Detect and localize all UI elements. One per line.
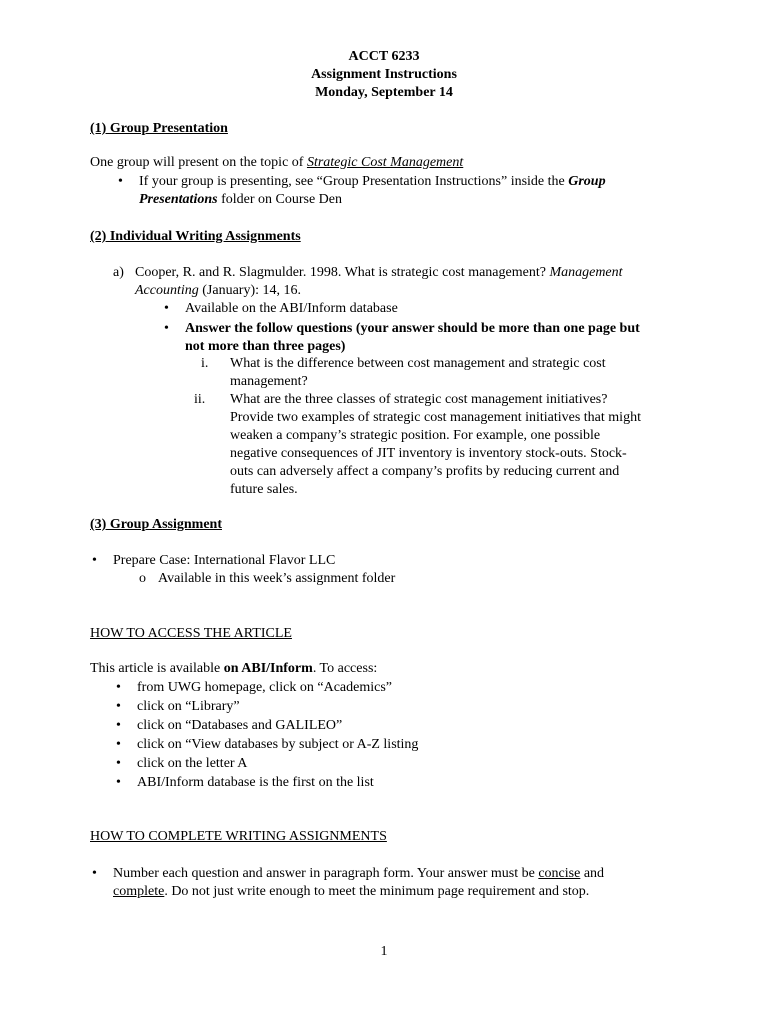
section2-bullet1: Available on the ABI/Inform database <box>185 301 398 316</box>
question1-line2: management? <box>230 374 308 389</box>
complete-word: complete <box>113 884 165 899</box>
course-code: ACCT 6233 <box>348 49 420 64</box>
access-step-1: from UWG homepage, click on “Academics” <box>137 680 393 695</box>
access-step-3: click on “Databases and GALILEO” <box>137 718 343 733</box>
access-intro-suffix: . To access: <box>312 661 378 676</box>
bullet-icon: • <box>92 553 97 568</box>
bullet-icon: • <box>164 321 169 336</box>
access-step-4: click on “View databases by subject or A-Z listing <box>137 737 419 752</box>
access-heading: HOW TO ACCESS THE ARTICLE <box>90 626 292 641</box>
question2-line5: outs can adversely affect a company’s profits by reducing current and <box>230 464 620 479</box>
access-intro-database: on ABI/Inform <box>223 661 313 676</box>
complete-line1 <box>113 865 604 883</box>
section2-bullet2-line2: not more than three pages) <box>185 339 346 354</box>
access-intro <box>90 660 377 678</box>
citation-line2 <box>135 282 301 300</box>
citation-details: (January): 14, 16. <box>198 283 302 298</box>
complete-heading: HOW TO COMPLETE WRITING ASSIGNMENTS <box>90 829 387 844</box>
bullet-icon: • <box>116 718 121 733</box>
bullet-icon: • <box>116 680 121 695</box>
citation-journal-part2: Accounting <box>135 283 199 298</box>
citation-text: Cooper, R. and R. Slagmulder. 1998. What is strategic cost management? <box>135 265 550 280</box>
section1-intro <box>90 154 463 172</box>
question-marker-ii: ii. <box>194 392 206 407</box>
access-intro-text: This article is available <box>90 661 224 676</box>
question2-line2: Provide two examples of strategic cost management initiatives that might <box>230 410 641 425</box>
section1-intro-text: One group will present on the topic of <box>90 155 307 170</box>
citation-line1 <box>135 264 623 282</box>
question-marker-i: i. <box>201 356 209 371</box>
access-step-5: click on the letter A <box>137 756 248 771</box>
complete-line2-text: . Do not just write enough to meet the minimum page requirement and stop. <box>164 884 590 899</box>
section1-bullet-line1 <box>139 173 606 191</box>
question2-line6: future sales. <box>230 482 298 497</box>
bullet-icon: • <box>116 737 121 752</box>
section3-sub-bullet1: Available in this week’s assignment folder <box>158 571 396 586</box>
sub-bullet-icon: o <box>139 571 146 586</box>
section1-bullet-text: If your group is presenting, see “Group Presentation Instructions” inside the <box>139 174 569 189</box>
group-folder-word: Group <box>568 174 606 189</box>
access-step-2: click on “Library” <box>137 699 240 714</box>
section3-heading: (3) Group Assignment <box>90 517 222 532</box>
bullet-icon: • <box>116 775 121 790</box>
document-title: Assignment Instructions <box>311 67 457 82</box>
bullet-icon: • <box>164 301 169 316</box>
section1-heading: (1) Group Presentation <box>90 121 228 136</box>
section3-bullet1: Prepare Case: International Flavor LLC <box>113 553 336 568</box>
complete-line2 <box>113 883 589 901</box>
document-date: Monday, September 14 <box>315 85 453 100</box>
section1-bullet-suffix: folder on Course Den <box>217 192 342 207</box>
section1-topic: Strategic Cost Management <box>306 155 464 170</box>
question2-line3: weaken a company’s strategic position. For example, one possible <box>230 428 601 443</box>
page-number: 1 <box>380 944 388 959</box>
question2-line1: What are the three classes of strategic cost management initiatives? <box>230 392 608 407</box>
access-step-6: ABI/Inform database is the first on the list <box>137 775 374 790</box>
item-marker-a: a) <box>113 265 124 280</box>
question1-line1: What is the difference between cost management and strategic cost <box>230 356 606 371</box>
bullet-icon: • <box>118 174 123 189</box>
concise-word: concise <box>538 866 581 881</box>
section2-heading: (2) Individual Writing Assignments <box>90 229 301 244</box>
bullet-icon: • <box>116 699 121 714</box>
bullet-icon: • <box>92 866 97 881</box>
complete-line1-suffix: and <box>580 866 605 881</box>
section1-bullet-line2 <box>139 191 342 209</box>
citation-journal-part1: Management <box>549 265 623 280</box>
bullet-icon: • <box>116 756 121 771</box>
presentations-folder-word: Presentations <box>139 192 218 207</box>
section2-bullet2-line1: Answer the follow questions (your answer should be more than one page but <box>185 321 640 336</box>
question2-line4: negative consequences of JIT inventory is inventory stock-outs. Stock- <box>230 446 627 461</box>
complete-line1-text: Number each question and answer in paragraph form. Your answer must be <box>113 866 539 881</box>
